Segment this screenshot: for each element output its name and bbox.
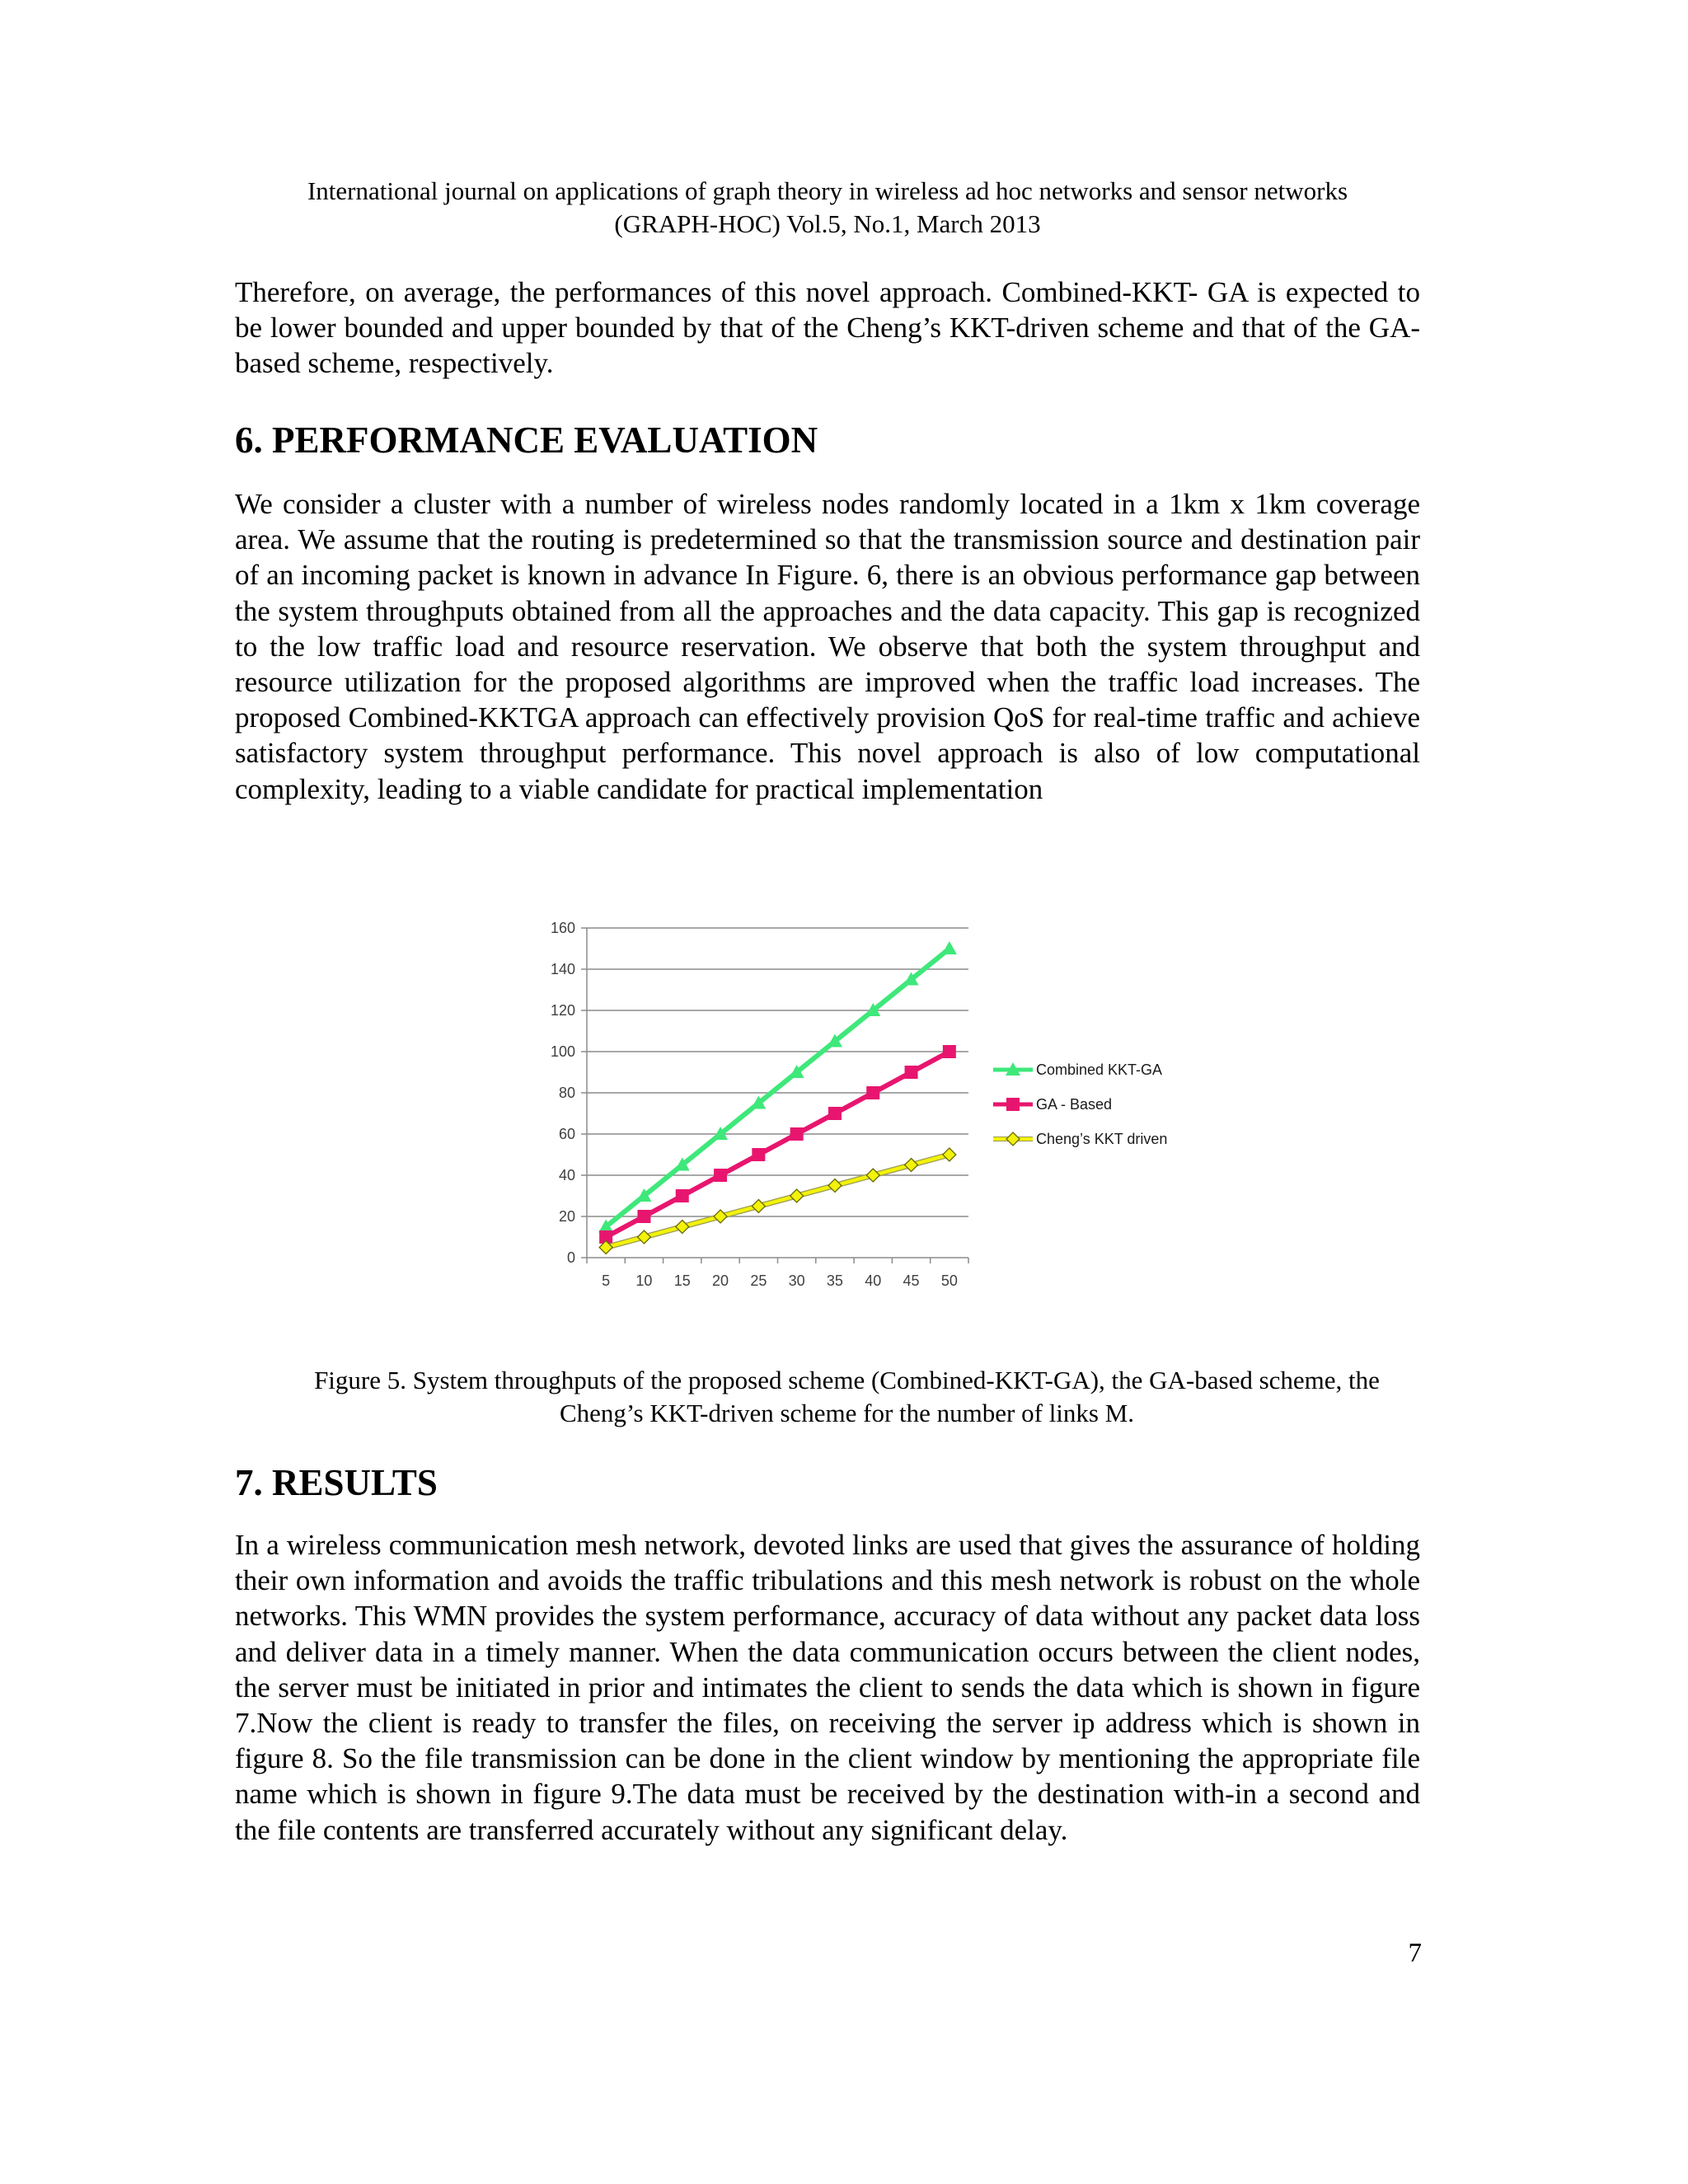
y-tick-label: 120 (550, 1002, 575, 1019)
y-tick-label: 60 (558, 1126, 575, 1142)
x-tick-label: 35 (826, 1272, 843, 1289)
x-tick-label: 30 (788, 1272, 805, 1289)
x-tick-label: 40 (865, 1272, 882, 1289)
x-tick-label: 5 (602, 1272, 611, 1289)
data-point-2 (637, 1210, 650, 1223)
data-point-3 (676, 1221, 689, 1234)
caption-line-2: Cheng’s KKT-driven scheme for the number of links M. (559, 1399, 1135, 1427)
running-header (235, 175, 1420, 241)
series-line-2 (606, 1052, 950, 1237)
x-tick-label: 45 (903, 1272, 920, 1289)
y-tick-label: 160 (550, 920, 575, 936)
y-tick-label: 0 (566, 1249, 575, 1266)
y-tick-label: 40 (558, 1167, 575, 1183)
data-point-3 (866, 1169, 879, 1182)
x-tick-label: 50 (940, 1272, 958, 1289)
legend-label: Combined KKT-GA (1036, 1062, 1163, 1078)
x-tick-label: 15 (673, 1272, 691, 1289)
data-point-3 (943, 1148, 956, 1161)
section-6-heading: 6. PERFORMANCE EVALUATION (235, 419, 818, 461)
data-point-2 (714, 1169, 727, 1182)
legend-marker (1006, 1098, 1020, 1111)
y-tick-label: 140 (550, 961, 575, 977)
section-7-heading: 7. RESULTS (235, 1462, 438, 1503)
series-line-1 (606, 949, 950, 1227)
x-tick-label: 10 (635, 1272, 653, 1289)
legend-label: Cheng’s KKT driven (1036, 1131, 1168, 1147)
caption-line-1: Figure 5. System throughputs of the proposed scheme (Combined-KKT-GA), the GA-based scheme, the (314, 1366, 1380, 1394)
data-point-3 (752, 1200, 765, 1213)
legend-marker (1006, 1132, 1020, 1146)
header-volume: (GRAPH-HOC) Vol.5, No.1, March 2013 (614, 209, 1041, 238)
data-point-3 (828, 1179, 842, 1193)
data-point-2 (866, 1086, 879, 1099)
x-tick-label: 25 (750, 1272, 767, 1289)
section-7-paragraph: In a wireless communication mesh network, devoted links are used that gives the assurance of holding their own information and avoids the traffic tribulations and this mesh network is robust on the whole networks. This WMN provides the system performance, accuracy of data without any packet data loss and deliver data in a timely manner. When the data communication occurs between the client nodes, the server must be initiated in prior and intimates the client to sends the data which is shown in figure 7.Now the client is ready to transfer the files, on receiving the server ip address which is shown in figure 8. So the file transmission can be done in the client window by mentioning the appropriate file name which is shown in figure 9.The data must be received by the destination with-in a second and the file contents are transferred accurately without any significant delay. (235, 1529, 1420, 1846)
series-line-3 (606, 1155, 950, 1248)
data-point-3 (714, 1210, 727, 1223)
data-point-2 (790, 1127, 804, 1141)
data-point-2 (676, 1189, 689, 1202)
y-tick-label: 20 (558, 1208, 575, 1225)
data-point-1 (942, 941, 957, 954)
y-tick-label: 80 (558, 1085, 575, 1101)
throughput-line-chart (528, 913, 1220, 1325)
page-number: 7 (1408, 1938, 1422, 1968)
data-point-2 (943, 1045, 956, 1058)
data-point-2 (905, 1066, 918, 1079)
intro-paragraph: Therefore, on average, the performances of this novel approach. Combined-KKT- GA is expected to be lower bounded and upper bounded by that of the Cheng’s KKT-driven scheme and that of the GA-based scheme, respectively. (235, 276, 1420, 380)
data-point-3 (637, 1230, 650, 1244)
x-tick-label: 20 (712, 1272, 729, 1289)
data-point-3 (790, 1189, 804, 1202)
header-journal-title: International journal on applications of graph theory in wireless ad hoc networks and sensor networks (307, 176, 1348, 205)
data-point-2 (752, 1148, 765, 1161)
legend-label: GA - Based (1036, 1096, 1113, 1113)
data-point-3 (905, 1159, 918, 1172)
section-6-paragraph: We consider a cluster with a number of wireless nodes randomly located in a 1km x 1km coverage area. We assume that the routing is predetermined so that the transmission source and destination pair of an incoming packet is known in advance In Figure. 6, there is an obvious performance gap between the system throughputs obtained from all the approaches and the data capacity. This gap is recognized to the low traffic load and resource reservation. We observe that both the system throughput and resource utilization for the proposed algorithms are improved when the traffic load increases. The proposed Combined-KKTGA approach can effectively provision QoS for real-time traffic and achieve satisfactory system throughput performance. This novel approach is also of low computational complexity, leading to a viable candidate for practical implementation (235, 488, 1420, 805)
figure-5-caption (272, 1364, 1422, 1430)
data-point-2 (828, 1107, 842, 1120)
y-tick-label: 100 (550, 1043, 575, 1060)
